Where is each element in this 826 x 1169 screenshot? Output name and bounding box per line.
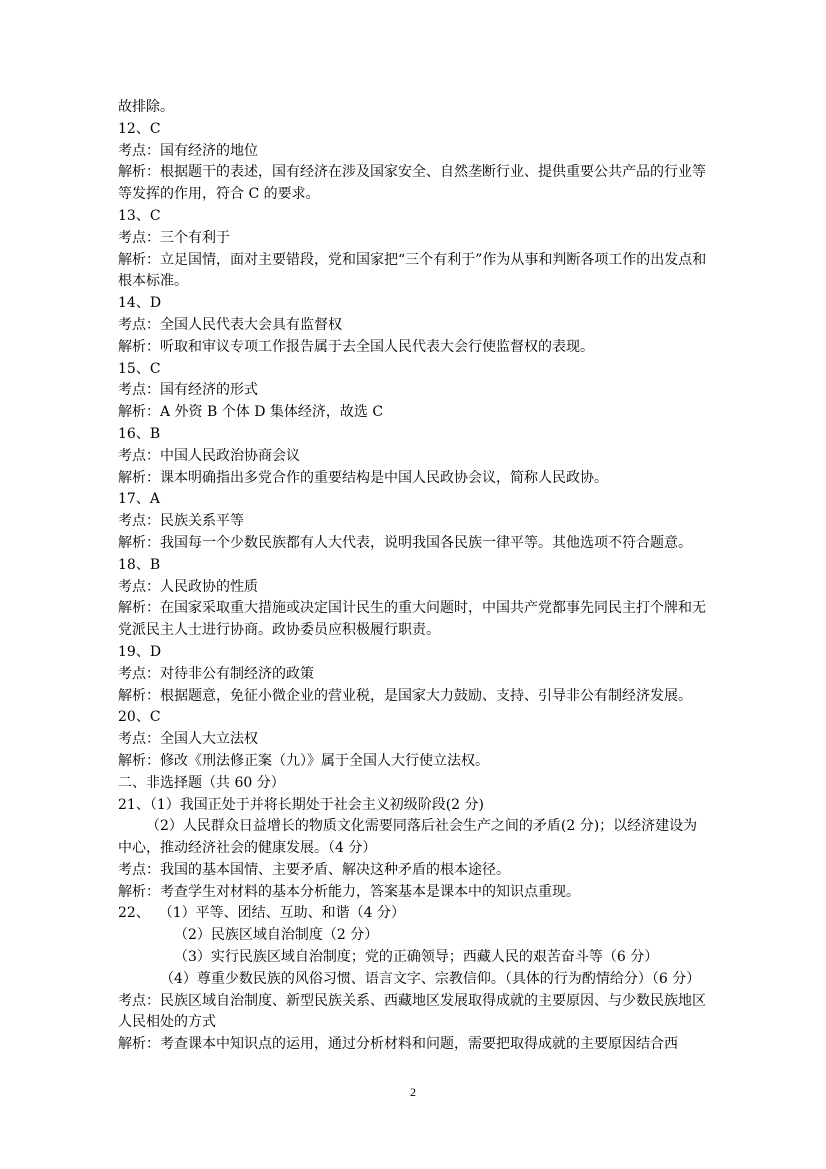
answer-21-part1: 21、（1）我国正处于并将长期处于社会主义初级阶段(2 分) xyxy=(118,796,485,813)
topic-14: 考点：全国人民代表大会具有监督权 xyxy=(118,316,342,333)
answer-15: 15、C xyxy=(118,360,161,377)
text-line: 故排除。 xyxy=(118,99,174,115)
answer-22-part1: 22、 （1）平等、团结、互助、和谐（4 分） xyxy=(118,905,405,922)
answer-22-part4: （4）尊重少数民族的风俗习惯、语言文字、宗教信仰。（具体的行为酌情给分）（6 分） xyxy=(160,970,701,987)
analysis-22: 解析：考查课本中知识点的运用，通过分析材料和问题，需要把取得成就的主要原因结合西 xyxy=(118,1036,678,1053)
answer-17: 17、A xyxy=(118,491,160,508)
analysis-19: 解析：根据题意，免征小微企业的营业税，是国家大力鼓励、支持、引导非公有制经济发展。 xyxy=(118,687,692,704)
document-body xyxy=(118,97,710,1056)
analysis-16: 解析：课本明确指出多党合作的重要结构是中国人民政协会议，简称人民政协。 xyxy=(118,469,608,486)
analysis-21: 解析：考查学生对材料的基本分析能力，答案基本是课本中的知识点重现。 xyxy=(118,883,580,900)
topic-17: 考点：民族关系平等 xyxy=(118,513,244,530)
answer-13: 13、C xyxy=(118,207,161,224)
topic-20: 考点：全国人大立法权 xyxy=(118,731,258,748)
answer-22-part3: （3）实行民族区域自治制度；党的正确领导；西藏人民的艰苦奋斗等（6 分） xyxy=(174,949,659,966)
topic-13: 考点：三个有利于 xyxy=(118,229,230,246)
topic-21: 考点：我国的基本国情、主要矛盾、解决这种矛盾的根本途径。 xyxy=(118,861,510,878)
analysis-13: 解析：立足国情，面对主要错段，党和国家把“三个有利于”作为从事和判断各项工作的出发点和根本标准。 xyxy=(118,251,707,290)
analysis-20: 解析：修改《刑法修正案（九）》属于全国人大行使立法权。 xyxy=(118,752,489,769)
topic-12: 考点：国有经济的地位 xyxy=(118,142,258,159)
answer-22-part2: （2）民族区域自治制度（2 分） xyxy=(174,927,379,944)
answer-21-part2-text: （2）人民群众日益增长的物质文化需要同落后社会生产之间的矛盾(2 分)；以经济建设为中心，推动经济社会的健康发展。（4 分） xyxy=(118,818,698,857)
answer-20: 20、C xyxy=(118,709,161,726)
section-heading: 二、非选择题（共 60 分） xyxy=(118,774,285,791)
analysis-17: 解析：我国每一个少数民族都有人大代表，说明我国各民族一律平等。其他选项不符合题意。 xyxy=(118,534,692,551)
topic-22: 考点：民族区域自治制度、新型民族关系、西藏地区发展取得成就的主要原因、与少数民族地区人民相处的方式 xyxy=(118,992,706,1031)
analysis-15: 解析：A 外资 B 个体 D 集体经济，故选 C xyxy=(118,404,384,421)
answer-18: 18、B xyxy=(118,556,161,573)
page-number: 2 xyxy=(410,1085,416,1099)
answer-16: 16、B xyxy=(118,425,161,442)
topic-15: 考点：国有经济的形式 xyxy=(118,382,258,399)
topic-19: 考点：对待非公有制经济的政策 xyxy=(118,665,314,682)
analysis-12: 解析：根据题干的表述，国有经济在涉及国家安全、自然垄断行业、提供重要公共产品的行业等等发挥的作用，符合 C 的要求。 xyxy=(118,164,706,203)
answer-21-part2 xyxy=(118,816,710,860)
topic-16: 考点：中国人民政治协商会议 xyxy=(118,447,300,464)
answer-14: 14、D xyxy=(118,295,162,312)
topic-18: 考点：人民政协的性质 xyxy=(118,578,258,595)
analysis-14: 解析：听取和审议专项工作报告属于去全国人民代表大会行使监督权的表现。 xyxy=(118,338,594,355)
analysis-18: 解析：在国家采取重大措施或决定国计民生的重大问题时，中国共产党都事先同民主打个牌和无党派民主人士进行协商。政协委员应积极履行职责。 xyxy=(118,600,706,639)
answer-12: 12、C xyxy=(118,120,161,137)
answer-19: 19、D xyxy=(118,643,162,660)
